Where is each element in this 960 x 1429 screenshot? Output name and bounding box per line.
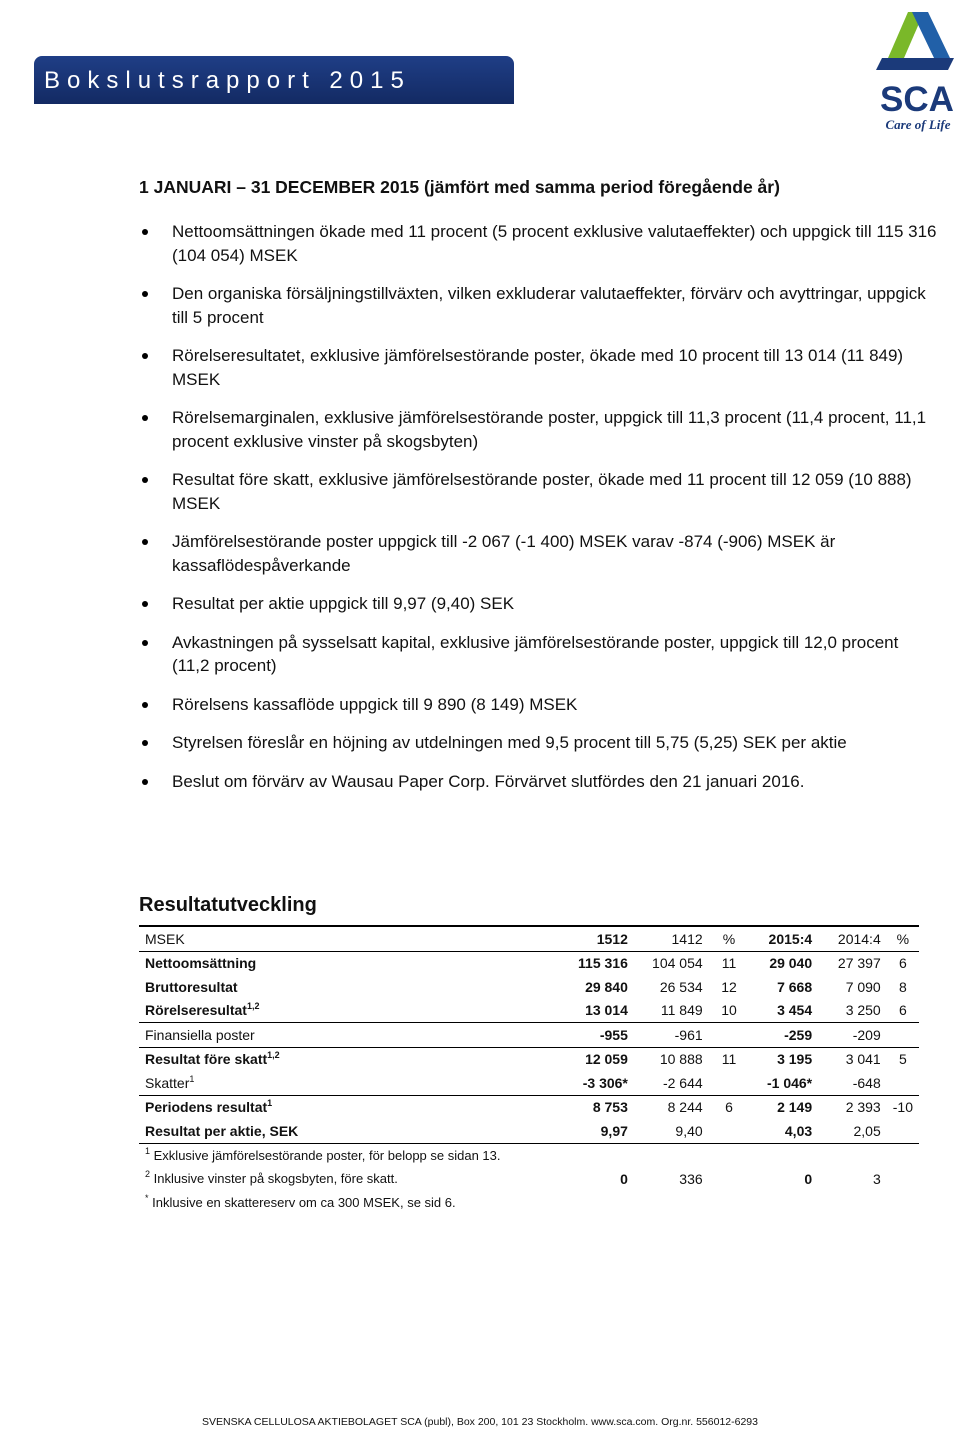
table-cell: -955 — [507, 1023, 634, 1048]
table-cell — [709, 1071, 750, 1095]
footnote-row — [139, 1191, 919, 1215]
table-cell — [709, 1143, 750, 1167]
row-label — [139, 999, 507, 1023]
highlight-item: Styrelsen föreslår en höjning av utdelningen med 9,5 procent till 5,75 (5,25) SEK per aktie — [139, 731, 939, 755]
table-cell: 3 041 — [818, 1047, 887, 1071]
row-label-text: Skatter — [145, 1074, 190, 1091]
table-cell: 9,97 — [600, 1122, 628, 1139]
highlight-item: Rörelseresultatet, exklusive jämförelsestörande poster, ökade med 10 procent till 13 014 (11 849) MSEK — [139, 344, 939, 391]
logo-wordmark: SCA — [880, 80, 954, 119]
header-col: % — [709, 926, 750, 951]
table-cell — [887, 1119, 919, 1143]
table-cell — [818, 1143, 887, 1167]
table-cell — [507, 1191, 634, 1215]
table-cell — [634, 1143, 709, 1167]
table-cell: 6 — [898, 1002, 907, 1019]
table-cell: 0 — [620, 1170, 628, 1187]
table-cell: -961 — [634, 1023, 709, 1048]
table-cell: 11 — [709, 1047, 750, 1071]
table-notes — [139, 1143, 919, 1214]
results-table — [139, 925, 919, 1214]
table-cell: 6 — [898, 955, 907, 972]
table-cell: 6 — [709, 1095, 750, 1119]
table-cell — [887, 1143, 919, 1167]
table-cell: 12 059 — [507, 1047, 634, 1071]
footnote-ref: 1,2 — [246, 1001, 260, 1012]
row-label-text: Bruttoresultat — [145, 978, 238, 995]
table-cell: 27 397 — [837, 955, 881, 972]
table-cell: 11 849 — [660, 1002, 703, 1019]
table-cell: 5 — [887, 1047, 919, 1071]
table-cell: 3 — [872, 1170, 881, 1187]
row-label — [139, 1047, 507, 1071]
highlight-item: Resultat före skatt, exklusive jämförelsestörande poster, ökade med 11 procent till 12 059 (10 888) MSEK — [139, 468, 939, 515]
table-cell: 3 250 — [845, 1002, 881, 1019]
header-col: 2014:4 — [818, 926, 887, 951]
row-label — [139, 1023, 507, 1048]
table-cell: 4,03 — [784, 1122, 813, 1139]
table-cell: 8 244 — [634, 1095, 709, 1119]
table-cell: 13 014 — [585, 1002, 628, 1019]
table-cell: 0 — [804, 1170, 813, 1187]
table-cell: 104 054 — [652, 955, 703, 972]
row-label-text: Resultat före skatt — [145, 1051, 268, 1068]
footnote-mark: 2 — [145, 1169, 151, 1180]
footnote-text: Exklusive jämförelsestörande poster, för belopp se sidan 13. — [153, 1147, 501, 1163]
footnote-ref: 1 — [189, 1073, 195, 1084]
footnote — [139, 1143, 507, 1167]
row-label — [139, 1119, 507, 1143]
footnote-row — [139, 1143, 919, 1167]
table-cell — [634, 1191, 709, 1215]
table-row — [139, 1023, 919, 1048]
row-label — [139, 975, 507, 999]
table-cell: 29 040 — [769, 955, 813, 972]
header-unit: MSEK — [139, 926, 507, 951]
table-row — [139, 1119, 919, 1143]
row-label — [139, 951, 507, 975]
table-cell: -10 — [887, 1095, 919, 1119]
footnote-mark: * — [145, 1192, 149, 1203]
header-col: 1512 — [507, 926, 634, 951]
table-cell — [887, 1191, 919, 1215]
row-label — [139, 1095, 507, 1119]
highlight-item: Rörelsemarginalen, exklusive jämförelsestörande poster, uppgick till 11,3 procent (11,4 procent, 11,1 procent exklusive vinster på skogsbyten) — [139, 406, 939, 453]
section-heading: Resultatutveckling — [139, 894, 317, 916]
table-cell: -648 — [852, 1074, 881, 1091]
header-col: 2015:4 — [749, 926, 818, 951]
highlight-item: Rörelsens kassaflöde uppgick till 9 890 (8 149) MSEK — [139, 693, 939, 717]
footnote-row — [139, 1167, 919, 1191]
sca-logo-mark-icon — [876, 12, 954, 70]
table-cell: 2 393 — [818, 1095, 887, 1119]
table-cell: -1 046* — [766, 1074, 813, 1091]
table-cell — [887, 1071, 919, 1095]
table-row — [139, 1047, 919, 1071]
table-body — [139, 951, 919, 1143]
header-col: % — [887, 926, 919, 951]
table-cell: 2 149 — [749, 1095, 818, 1119]
row-label-text: Finansiella poster — [145, 1026, 255, 1043]
footnote — [139, 1191, 507, 1215]
table-cell: 12 — [721, 978, 737, 995]
header-col: 1412 — [634, 926, 709, 951]
footnote-mark: 1 — [145, 1145, 151, 1156]
table-row — [139, 1095, 919, 1119]
table-cell: 8 753 — [507, 1095, 634, 1119]
footnote-ref: 1,2 — [267, 1050, 280, 1061]
row-label-text: Periodens resultat — [145, 1099, 268, 1116]
highlight-item: Nettoomsättningen ökade med 11 procent (5 procent exklusive valutaeffekter) och uppgick till 115 316 (104 054) MSEK — [139, 220, 939, 267]
table-cell: 3 454 — [777, 1002, 813, 1019]
period-headline — [139, 176, 780, 198]
table-cell: -259 — [749, 1023, 818, 1048]
table-cell — [887, 1167, 919, 1191]
period-comparison: (jämfört med samma period föregående år) — [423, 177, 780, 197]
footnote-text: Inklusive vinster på skogsbyten, före skatt. — [153, 1171, 398, 1187]
table-cell: 7 090 — [845, 978, 881, 995]
table-cell: 11 — [721, 955, 737, 972]
table-cell: 3 195 — [749, 1047, 818, 1071]
row-label-text: Nettoomsättning — [145, 955, 257, 972]
table-cell — [507, 1143, 634, 1167]
table-cell: 29 840 — [585, 978, 628, 995]
highlight-item: Avkastningen på sysselsatt kapital, exklusive jämförelsestörande poster, uppgick till 12,0 procent (11,2 procent) — [139, 631, 939, 678]
table-cell — [749, 1143, 818, 1167]
sca-logo — [874, 4, 960, 134]
row-label-text: Rörelseresultat — [145, 1002, 247, 1019]
table-cell — [709, 1191, 750, 1215]
table-row — [139, 975, 919, 999]
table-cell: -2 644 — [662, 1074, 703, 1091]
highlight-item: Den organiska försäljningstillväxten, vilken exkluderar valutaeffekter, förvärv och avyttringar, uppgick till 5 procent — [139, 282, 939, 329]
table-header-row — [139, 926, 919, 951]
table-cell — [709, 1167, 750, 1191]
logo-tagline: Care of Life — [885, 117, 951, 132]
highlight-item: Resultat per aktie uppgick till 9,97 (9,40) SEK — [139, 592, 939, 616]
table-cell: 2,05 — [853, 1122, 881, 1139]
row-label-text: Resultat per aktie, SEK — [145, 1122, 299, 1139]
footnote-text: Inklusive en skattereserv om ca 300 MSEK, se sid 6. — [152, 1194, 456, 1210]
footnote-ref: 1 — [267, 1098, 273, 1109]
table-cell: 115 316 — [578, 955, 628, 972]
period-label: 1 JANUARI – 31 DECEMBER 2015 — [139, 177, 420, 197]
table-cell: 10 — [721, 1002, 737, 1019]
table-cell: -209 — [818, 1023, 887, 1048]
table-cell: 10 888 — [634, 1047, 709, 1071]
report-title: Bokslutsrapport 2015 — [44, 67, 411, 94]
table-cell — [709, 1023, 750, 1048]
table-cell — [887, 1023, 919, 1048]
table-cell: -3 306* — [582, 1074, 628, 1091]
table-cell — [709, 1119, 750, 1143]
page-footer: SVENSKA CELLULOSA AKTIEBOLAGET SCA (publ), Box 200, 101 23 Stockholm. www.sca.com. Org.nr. 556012-6293 — [201, 1416, 758, 1428]
highlight-item: Beslut om förvärv av Wausau Paper Corp. Förvärvet slutfördes den 21 januari 2016. — [139, 770, 939, 794]
table-cell: 336 — [679, 1170, 703, 1187]
footnote — [139, 1167, 507, 1191]
table-cell: 26 534 — [659, 978, 703, 995]
table-row — [139, 951, 919, 975]
table-row — [139, 999, 919, 1023]
row-label — [139, 1071, 507, 1095]
table-cell: 8 — [898, 978, 907, 995]
table-row — [139, 1071, 919, 1095]
table-cell — [818, 1191, 887, 1215]
table-cell: 7 668 — [777, 978, 813, 995]
highlight-item: Jämförelsestörande poster uppgick till -2 067 (-1 400) MSEK varav -874 (-906) MSEK är kassaflödespåverkande — [139, 530, 939, 577]
table-cell — [749, 1191, 818, 1215]
highlights-list — [139, 220, 939, 793]
table-cell: 9,40 — [675, 1122, 703, 1139]
